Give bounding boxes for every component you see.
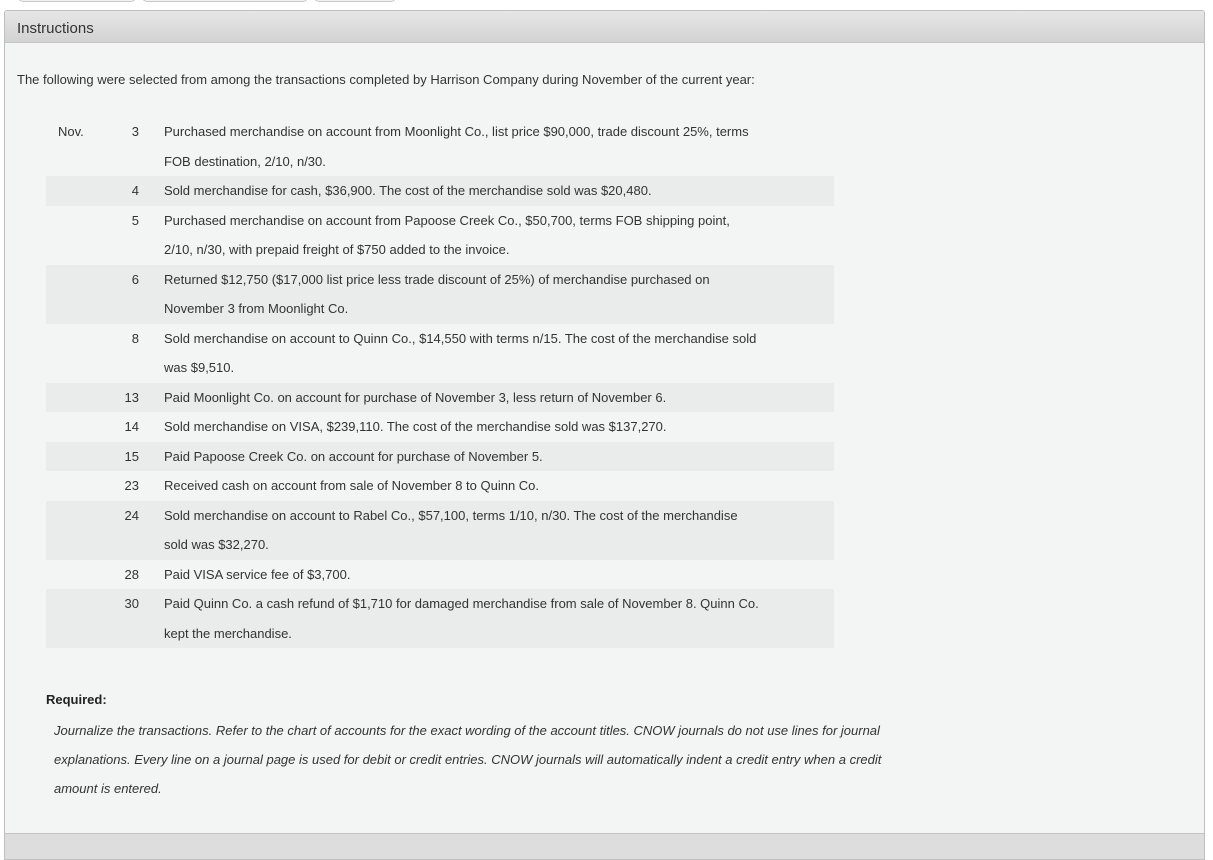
transaction-line: Sold merchandise on VISA, $239,110. The cost of the merchandise sold was $137,270. — [164, 419, 667, 434]
transaction-month — [46, 265, 111, 324]
transaction-line: Received cash on account from sale of November 8 to Quinn Co. — [164, 478, 540, 493]
transaction-line: 2/10, n/30, with prepaid freight of $750 added to the invoice. — [164, 242, 510, 257]
transaction-line: kept the merchandise. — [164, 625, 292, 641]
transaction-day: 14 — [124, 419, 139, 434]
transaction-day: 5 — [131, 212, 139, 228]
transaction-description — [139, 265, 834, 324]
transaction-line: November 3 from Moonlight Co. — [164, 301, 349, 316]
transaction-day: 24 — [111, 501, 139, 560]
transaction-month — [46, 412, 111, 442]
panel-header[interactable] — [5, 11, 1204, 43]
transaction-month — [46, 206, 111, 265]
required-line: Journalize the transactions. Refer to the chart of accounts for the exact wording of the account titles. CNOW journals do not use lines for journal — [54, 723, 880, 738]
transaction-line: Sold merchandise on account to Rabel Co., $57,100, terms 1/10, n/30. The cost of the merchandise — [164, 507, 738, 523]
transaction-description — [139, 176, 834, 206]
transaction-description — [139, 442, 834, 472]
transaction-row — [46, 560, 834, 590]
tab-1[interactable] — [18, 0, 136, 2]
transaction-month — [46, 442, 111, 472]
instructions-panel — [4, 10, 1205, 860]
transaction-line: Sold merchandise for cash, $36,900. The cost of the merchandise sold was $20,480. — [164, 183, 652, 198]
panel-footer-bar — [5, 833, 1204, 860]
transaction-day: 30 — [111, 589, 139, 648]
transaction-line: Returned $12,750 ($17,000 list price less trade discount of 25%) of merchandise purchased on — [164, 271, 710, 287]
transaction-row — [46, 383, 834, 413]
transaction-line: Paid VISA service fee of $3,700. — [164, 566, 351, 582]
intro-text: The following were selected from among the transactions completed by Harrison Company during November of the current year: — [17, 72, 755, 87]
transaction-month — [46, 176, 111, 206]
transaction-line: FOB destination, 2/10, n/30. — [164, 153, 326, 169]
transaction-row — [46, 206, 834, 265]
transaction-row — [46, 471, 834, 501]
tab-3[interactable] — [314, 0, 396, 2]
transaction-description — [139, 501, 834, 560]
transaction-month — [46, 501, 111, 560]
transaction-description — [139, 560, 834, 590]
transaction-line: Paid Moonlight Co. on account for purchase of November 3, less return of November 6. — [164, 389, 667, 405]
required-line: explanations. Every line on a journal page is used for debit or credit entries. CNOW journals will automatically indent a credit entry when a credit — [54, 752, 882, 767]
transaction-description — [139, 589, 834, 648]
transaction-description — [139, 471, 834, 501]
transaction-row — [46, 324, 834, 383]
transaction-line: Sold merchandise on account to Quinn Co., $14,550 with terms n/15. The cost of the merchandise sold — [164, 330, 757, 346]
transaction-description — [139, 206, 834, 265]
transaction-row — [46, 176, 834, 206]
transaction-day: 4 — [111, 176, 139, 206]
transaction-description — [139, 383, 834, 413]
transaction-row — [46, 265, 834, 324]
transaction-day: 6 — [111, 265, 139, 324]
transaction-month — [46, 560, 111, 590]
transaction-description — [139, 412, 834, 442]
transaction-description — [139, 324, 834, 383]
required-label: Required: — [46, 692, 107, 707]
transactions-table — [46, 116, 834, 648]
transaction-line: sold was $32,270. — [164, 537, 269, 552]
transaction-day: 8 — [131, 330, 139, 346]
transaction-month: Nov. — [58, 124, 84, 139]
transaction-row — [46, 442, 834, 472]
transaction-line: Paid Papoose Creek Co. on account for purchase of November 5. — [164, 448, 543, 464]
transaction-description — [139, 116, 834, 176]
transaction-row — [46, 589, 834, 648]
transaction-day: 15 — [111, 442, 139, 472]
transaction-day: 23 — [124, 478, 139, 493]
transaction-day: 28 — [124, 566, 139, 582]
transaction-day: 3 — [131, 124, 139, 139]
transaction-line: Paid Quinn Co. a cash refund of $1,710 for damaged merchandise from sale of November 8. Quinn Co. — [164, 596, 759, 611]
transaction-month — [46, 383, 111, 413]
panel-title: Instructions — [17, 20, 94, 37]
transaction-row — [46, 412, 834, 442]
transaction-month — [46, 471, 111, 501]
transaction-line: was $9,510. — [164, 360, 235, 375]
transaction-month — [46, 589, 111, 648]
transaction-row — [46, 501, 834, 560]
transaction-day: 13 — [111, 383, 139, 413]
transaction-line: Purchased merchandise on account from Moonlight Co., list price $90,000, trade discount 25%, terms — [164, 124, 749, 139]
required-text — [54, 716, 994, 803]
required-line: amount is entered. — [54, 781, 162, 796]
tab-2[interactable] — [142, 0, 308, 2]
transaction-line: Purchased merchandise on account from Papoose Creek Co., $50,700, terms FOB shipping point, — [164, 212, 730, 228]
transaction-row — [46, 116, 834, 176]
transaction-month — [46, 324, 111, 383]
